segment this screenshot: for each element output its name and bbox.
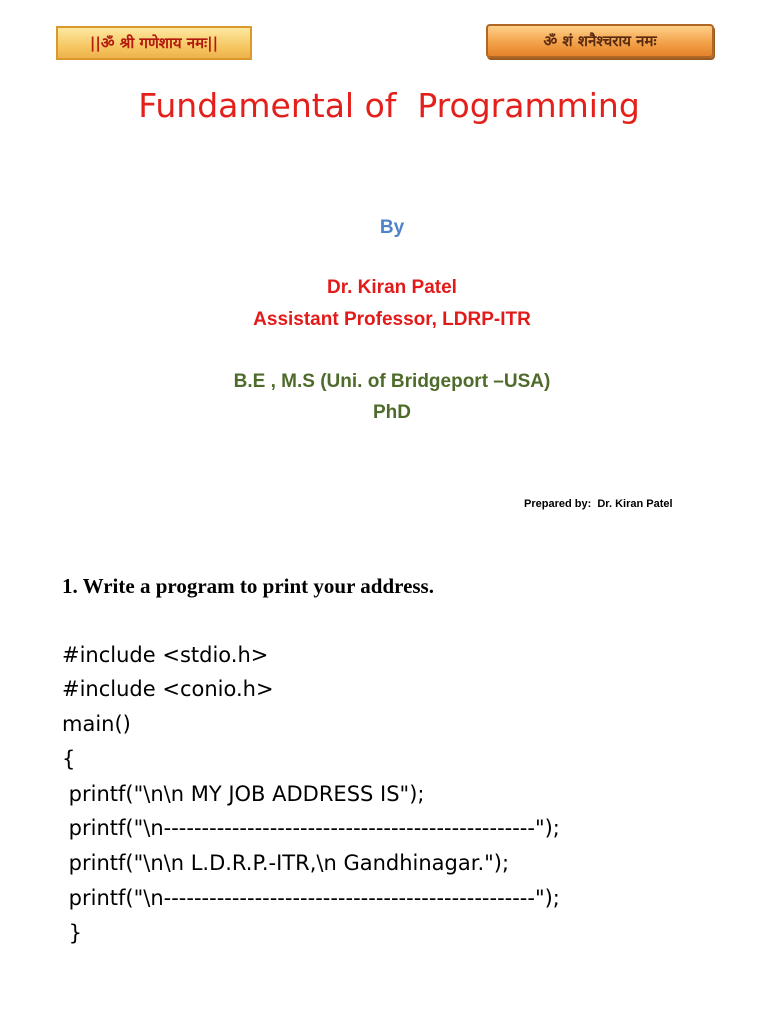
ganesh-banner: ||ॐ श्री गणेशाय नमः||	[56, 26, 252, 60]
page-title: Fundamental of Programming	[138, 86, 640, 125]
author-name: Dr. Kiran Patel	[327, 277, 457, 298]
code-line: printf("\n\n MY JOB ADDRESS IS");	[62, 782, 425, 806]
code-line: printf("\n-------------------------------------------------");	[62, 886, 560, 910]
author-position: Assistant Professor, LDRP-ITR	[253, 309, 531, 330]
author-phd: PhD	[373, 402, 411, 423]
code-line: main()	[62, 712, 131, 736]
code-line: #include <conio.h>	[62, 677, 274, 701]
code-line: printf("\n-------------------------------------------------");	[62, 816, 560, 840]
code-line: #include <stdio.h>	[62, 643, 269, 667]
question-heading: 1. Write a program to print your address.	[62, 574, 434, 598]
author-degree: B.E , M.S (Uni. of Bridgeport –USA)	[233, 371, 551, 392]
code-line: {	[62, 747, 76, 771]
shani-banner: ॐ शं शनैश्चराय नमः	[486, 24, 714, 58]
code-line: printf("\n\n L.D.R.P.-ITR,\n Gandhinagar.");	[62, 851, 510, 875]
code-line: }	[62, 921, 83, 945]
prepared-by: Prepared by: Dr. Kiran Patel	[524, 498, 673, 510]
by-label: By	[379, 217, 405, 238]
